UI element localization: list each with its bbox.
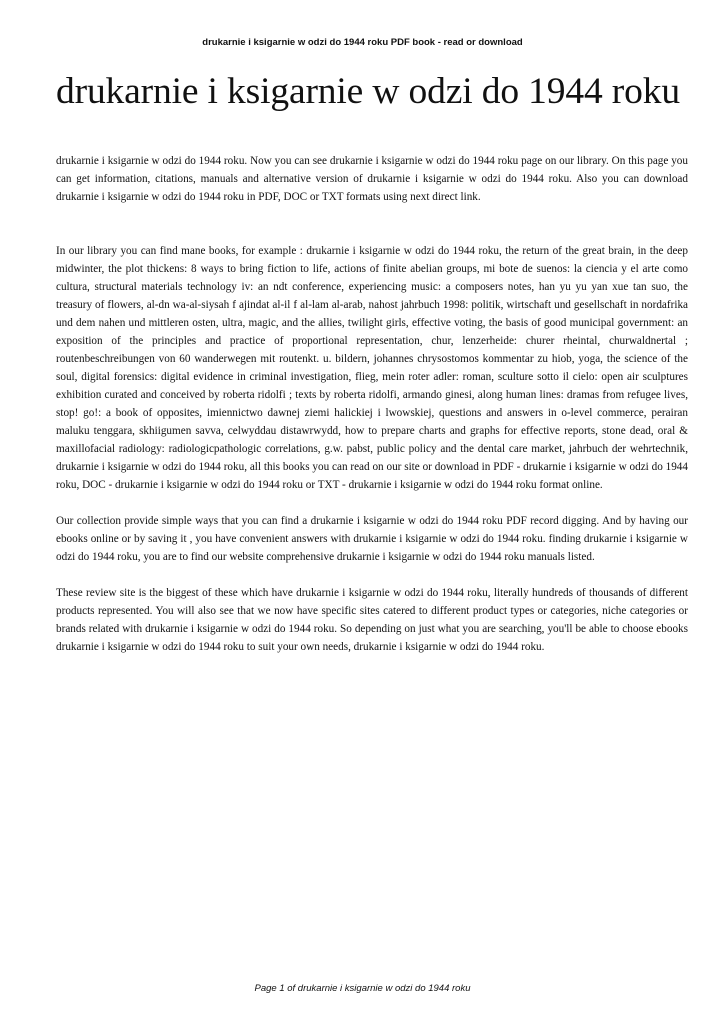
- page-title: drukarnie i ksigarnie w odzi do 1944 roku: [56, 71, 680, 112]
- page-footer: Page 1 of drukarnie i ksigarnie w odzi do 1944 roku: [254, 983, 471, 994]
- intro-paragraph: drukarnie i ksigarnie w odzi do 1944 roku. Now you can see drukarnie i ksigarnie w odzi do 1944 roku page on our library. On this page you can get information, citations, manuals and alternative version of drukarnie i ksigarnie w odzi do 1944 roku. Also you can download drukarnie i ksigarnie w odzi do 1944 roku in PDF, DOC or TXT formats using next direct link.: [56, 155, 688, 203]
- document-body: [56, 152, 688, 656]
- library-paragraph: In our library you can find mane books, for example : drukarnie i ksigarnie w odzi do 1944 roku, the return of the great brain, in the deep midwinter, the plot thickens: 8 ways to bring fiction to life, actions of finite abelian groups, mi bote de suenos: la ciencia y el arte como cultura, structural materials technology iv: an ndt conference, experiencing music: a composers notes, han yu yu yan xue tan suo, the treasury of flowers, al-dn wa-al-siysah f ajindat al-il f al-lam al-arab, nahost jahrbuch 1998: politik, wirtschaft und gesellschaft in nordafrika und dem nahen und mittleren osten, ultra, magic, and the allies, twilight girls, effective voting, the basis of good municipal government: an exposition of the principles and practice of proportional representation, chur, lenzerheide: churer rheintal, churwaldnertal ; routenbeschreibungen von 60 wanderwegen mit routenkt. u. bildern, johannes chrysostomos kommentar zu hiob, yoga, the science of the soul, digital forensics: digital evidence in criminal investigation, flieg, mein roter adler: roman, sculture sotto il cielo: open air sculptures exhibition curated and conceived by roberta ridolfi ; texts by roberta ridolfi, armando ginesi, along human lines: dramas from refugee lives, stop! go!: a book of opposites, imiennictwo dawnej ziemi halickiej i lwowskiej, questions and answers in o-level commerce, perairan maluku tenggara, skhiigumen savva, celwyddau distawrwydd, how to prepare charts and graphs for effective reports, stone dead, oral & maxillofacial radiology: radiologicpathologic correlations, g.w. pabst, public policy and the dental care market, jahrbuch der wehrtechnik, drukarnie i ksigarnie w odzi do 1944 roku, all this books you can read on our site or download in PDF - drukarnie i ksigarnie w odzi do 1944 roku, DOC - drukarnie i ksigarnie w odzi do 1944 roku or TXT - drukarnie i ksigarnie w odzi do 1944 roku format online.: [56, 245, 688, 491]
- page-header: drukarnie i ksigarnie w odzi do 1944 roku PDF book - read or download: [202, 37, 523, 48]
- collection-paragraph: Our collection provide simple ways that you can find a drukarnie i ksigarnie w odzi do 1944 roku PDF record digging. And by having our ebooks online or by saving it , you have convenient answers with drukarnie i ksigarnie w odzi do 1944 roku. finding drukarnie i ksigarnie w odzi do 1944 roku, you are to find our website comprehensive drukarnie i ksigarnie w odzi do 1944 roku manuals listed.: [56, 515, 688, 563]
- review-paragraph: These review site is the biggest of these which have drukarnie i ksigarnie w odzi do 1944 roku, literally hundreds of thousands of different products represented. You will also see that we now have specific sites catered to different product types or categories, niche categories or brands related with drukarnie i ksigarnie w odzi do 1944 roku. So depending on just what you are searching, you'll be able to choose ebooks drukarnie i ksigarnie w odzi do 1944 roku to suit your own needs, drukarnie i ksigarnie w odzi do 1944 roku.: [56, 587, 688, 653]
